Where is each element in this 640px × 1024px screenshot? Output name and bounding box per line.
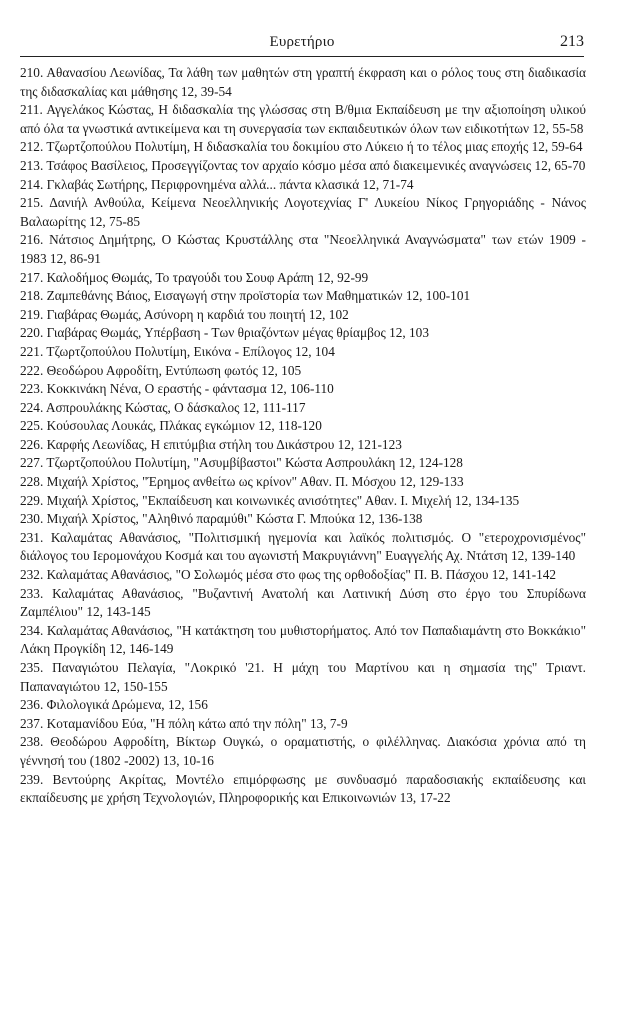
- index-entry: 213. Τσάφος Βασίλειος, Προσεγγίζοντας τον αρχαίο κόσμο μέσα από διακειμενικές αναγνώσεις 12, 65-70: [20, 157, 586, 173]
- index-entry: 234. Καλαμάτας Αθανάσιος, "Η κατάκτηση του μυθιστορήματος. Από τον Παπαδιαμάντη στο Βοκκάκιο" Λάκη Προγκίδη 12, 146-149: [20, 622, 586, 657]
- index-entry: 238. Θεοδώρου Αφροδίτη, Βίκτωρ Ουγκώ, ο οραματιστής, ο φιλέλληνας. Διακόσια χρόνια από τη γέννησή του (1802 -2002) 13, 10-16: [20, 734, 586, 768]
- index-entry: 221. Τζωρτζοπούλου Πολυτίμη, Εικόνα - Επίλογος 12, 104: [20, 343, 335, 359]
- index-entry: 220. Γιαβάρας Θωμάς, Υπέρβαση - Των θριαζόντων μέγας θρίαμβος 12, 103: [20, 325, 429, 341]
- index-entry: 229. Μιχαήλ Χρίστος, "Εκπαίδευση και κοινωνικές ανισότητες" Αθαν. Ι. Μιχελή 12, 134-135: [20, 492, 520, 508]
- index-entry: 214. Γκλαβάς Σωτήρης, Περιφρονημένα αλλά... πάντα κλασικά 12, 71-74: [20, 176, 414, 192]
- index-entry: 233. Καλαμάτας Αθανάσιος, "Βυζαντινή Ανατολή και Λατινική Δύση στο έργο του Σπυρίδωνα Ζαμπέλιου" 12, 143-145: [20, 585, 586, 620]
- page-number: 213: [560, 33, 584, 50]
- index-entry: 237. Κοταμανίδου Εύα, "Η πόλη κάτω από την πόλη" 13, 7-9: [20, 715, 348, 731]
- running-head: [20, 34, 584, 56]
- index-entry: 212. Τζωρτζοπούλου Πολυτίμη, Η διδασκαλία του δοκιμίου στο Λύκειο ή το τέλος μιας εποχής 12, 59-64: [20, 139, 583, 155]
- index-entry: 223. Κοκκινάκη Νένα, Ο εραστής - φάντασμα 12, 106-110: [20, 381, 334, 397]
- index-entry: 232. Καλαμάτας Αθανάσιος, "Ο Σολωμός μέσα στο φως της ορθοδοξίας" Π. Β. Πάσχου 12, 141-142: [20, 567, 557, 583]
- index-entry: 227. Τζωρτζοπούλου Πολυτίμη, "Ασυμβίβαστοι" Κώστα Ασπρουλάκη 12, 124-128: [20, 455, 463, 471]
- index-entry: 226. Καρφής Λεωνίδας, Η επιτύμβια στήλη του Δικάστρου 12, 121-123: [20, 436, 402, 452]
- index-entry: 224. Ασπρουλάκης Κώστας, Ο δάσκαλος 12, 111-117: [20, 399, 306, 415]
- index-entry: 239. Βεντούρης Ακρίτας, Μοντέλο επιμόρφωσης με συνδυασμό παραδοσιακής εκπαίδευσης και εκπαίδευσης με χρήση Τεχνολογιών, Πληροφορικής και Επικοινωνιών 13, 17-22: [20, 771, 586, 806]
- index-entry: 216. Νάτσιος Δημήτρης, Ο Κώστας Κρυστάλλης στα "Νεοελληνικά Αναγνώσματα" των ετών 1909 - 1983 12, 86-91: [20, 232, 586, 266]
- index-entry: 218. Ζαμπεθάνης Βάιος, Εισαγωγή στην προϊστορία των Μαθηματικών 12, 100-101: [20, 288, 471, 304]
- index-entry: 217. Καλοδήμος Θωμάς, Το τραγούδι του Σουφ Αράπη 12, 92-99: [20, 269, 369, 285]
- index-entry: 228. Μιχαήλ Χρίστος, "Έρημος ανθείτω ως κρίνον" Αθαν. Π. Μόσχου 12, 129-133: [20, 474, 464, 490]
- index-entry: 231. Καλαμάτας Αθανάσιος, "Πολιτισμική ηγεμονία και λαϊκός πολιτισμός. Ο "ετεροχρονισμένος" διάλογος του Ιερομονάχου Κοσμά και του αγωνιστή Μακρυγιάννη" Ευαγγελής Αχ. Ντάτση 12, 139-140: [20, 529, 586, 564]
- index-entry: 219. Γιαβάρας Θωμάς, Ασύνορη η καρδιά του ποιητή 12, 102: [20, 306, 349, 322]
- index-entry: 222. Θεοδώρου Αφροδίτη, Εντύπωση φωτός 12, 105: [20, 362, 302, 378]
- index-list: [20, 64, 586, 808]
- index-entry: 210. Αθανασίου Λεωνίδας, Τα λάθη των μαθητών στη γραπτή έκφραση και ο ρόλος τους στη διαδικασία της διδασκαλίας και μάθησης 12, 39-54: [20, 65, 586, 99]
- index-entry: 215. Δανιήλ Ανθούλα, Κείμενα Νεοελληνικής Λογοτεχνίας Γ' Λυκείου Νίκος Γρηγοριάδης - Νάνος Βαλαωρίτης 12, 75-85: [20, 195, 586, 229]
- index-entry: 235. Παναγιώτου Πελαγία, "Λοκρικό '21. Η μάχη του Μαρτίνου και η σημασία της" Τριαντ. Παπαναγιώτου 12, 150-155: [20, 660, 586, 694]
- index-entry: 225. Κούσουλας Λουκάς, Πλάκας εγκώμιον 12, 118-120: [20, 418, 322, 434]
- index-entry: 236. Φιλολογικά Δρώμενα, 12, 156: [20, 697, 208, 713]
- index-entry: 230. Μιχαήλ Χρίστος, "Αληθινό παραμύθι" Κώστα Γ. Μπούκα 12, 136-138: [20, 511, 423, 527]
- header-rule: [20, 56, 584, 57]
- index-entry: 211. Αγγελάκος Κώστας, Η διδασκαλία της γλώσσας στη Β/θμια Εκπαίδευση με την αξιοποίηση υλικού από όλα τα γνωστικά αντικείμενα και τη συνεργασία των εκπαιδευτικών όλων των ειδικοτήτων 12, 55-58: [20, 102, 586, 136]
- running-title: Ευρετήριο: [269, 34, 335, 50]
